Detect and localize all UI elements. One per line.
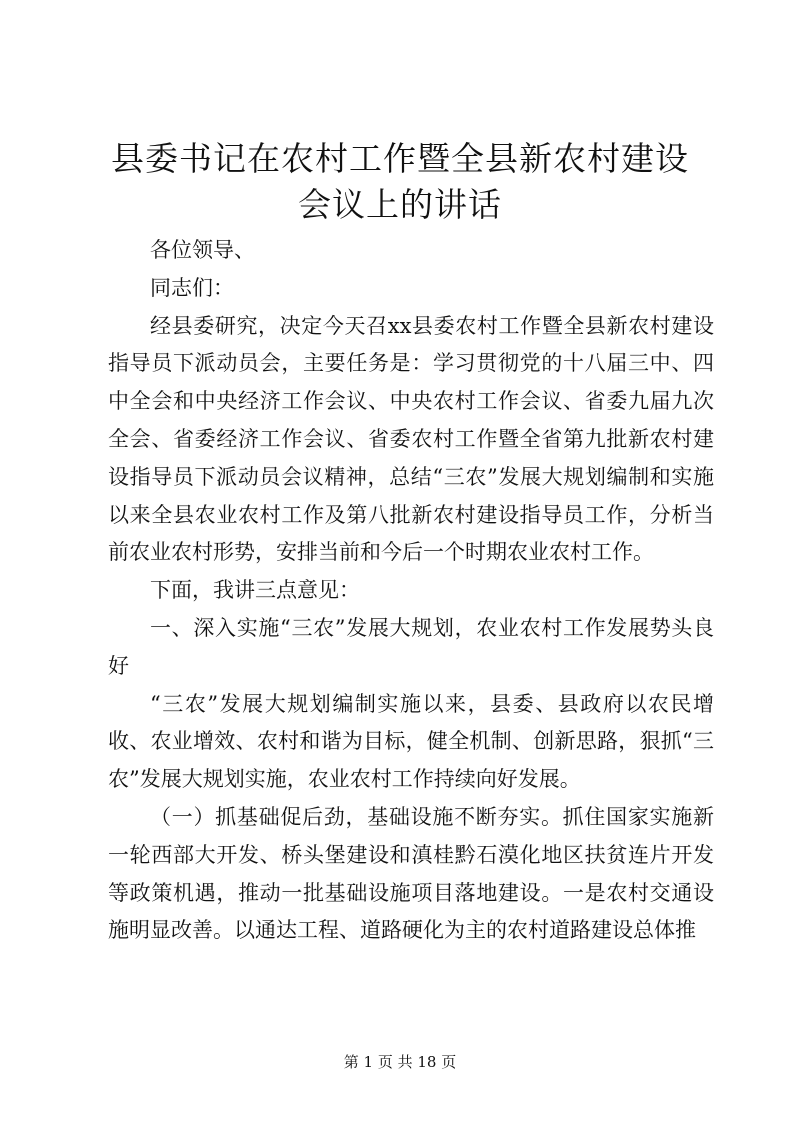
- body-paragraph: 经县委研究，决定今天召xx县委农村工作暨全县新农村建设指导员下派动员会，主要任务是：学习贯彻党的十八届三中、四中全会和中央经济工作会议、中央农村工作会议、省委九届九次全会、省委经济工作会议、省委农村工作暨全省第九批新农村建设指导员下派动员会议精神，总结“三农”发展大规划编制和实施以来全县农业农村工作及第八批新农村建设指导员工作，分析当前农业农村形势，安排当前和今后一个时期农业农村工作。: [108, 313, 714, 565]
- document-title: 县委书记在农村工作暨全县新农村建设会议上的讲话: [111, 139, 689, 224]
- salutation-line-1: 各位领导、: [150, 238, 255, 262]
- section-heading: 一、深入实施“三农”发展大规划，农业农村工作发展势头良好: [108, 615, 714, 678]
- page-footer: 第 1 页 共 18 页: [343, 1053, 457, 1071]
- body-paragraph: 下面，我讲三点意见：: [150, 578, 360, 603]
- body-paragraph: “三农”发展大规划编制实施以来，县委、县政府以农民增收、农业增效、农村和谐为目标，健全机制、创新思路，狠抓“三农”发展大规划实施，农业农村工作持续向好发展。: [108, 691, 714, 792]
- document-body: [108, 232, 714, 950]
- salutation-line-2: 同志们：: [150, 275, 234, 300]
- body-paragraph: （一）抓基础促后劲，基础设施不断夯实。抓住国家实施新一轮西部大开发、桥头堡建设和滇桂黔石漠化地区扶贫连片开发等政策机遇，推动一批基础设施项目落地建设。一是农村交通设施明显改善。以通达工程、道路硬化为主的农村道路建设总体推: [108, 804, 714, 943]
